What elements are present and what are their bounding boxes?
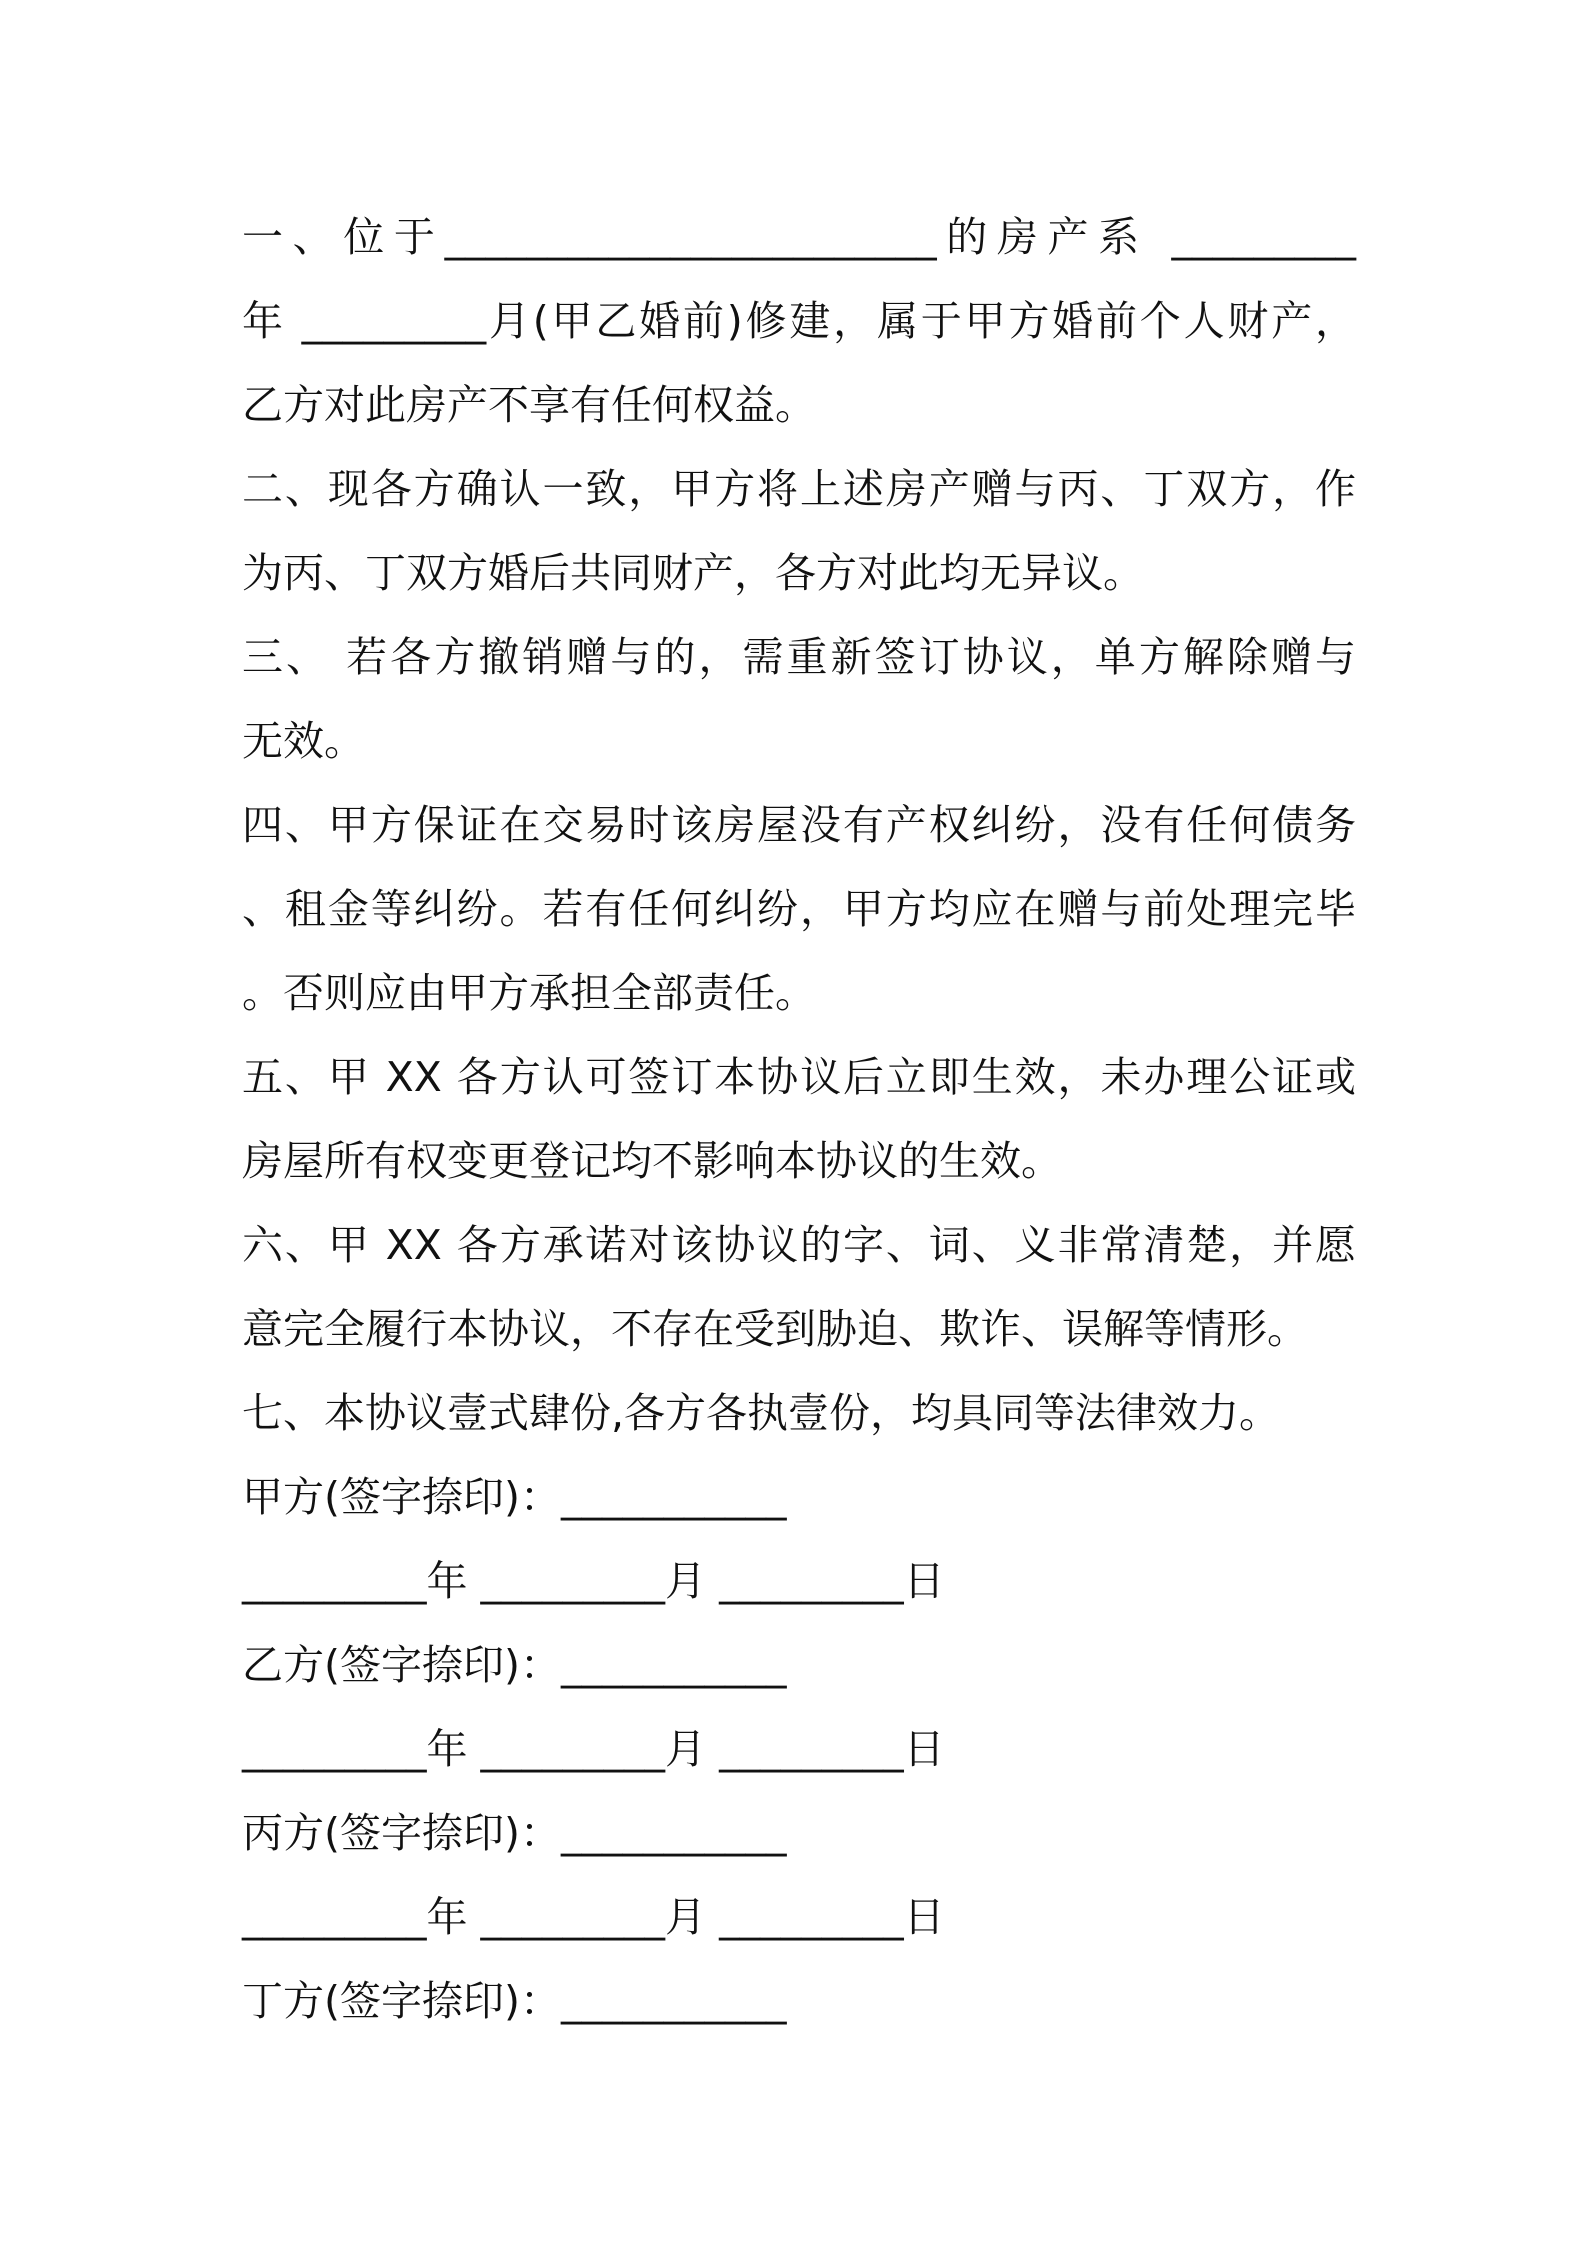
clause-line: 房屋所有权变更登记均不影响本协议的生效。 [242,1137,1062,1185]
clause-line: 意完全履行本协议，不存在受到胁迫、欺诈、误解等情形。 [242,1305,1308,1353]
signature-label: 甲方(签字捺印)：___________ [242,1473,787,1521]
clause-line: 六、甲 XX 各方承诺对该协议的字、词、义非常清楚，并愿 [242,1221,1356,1269]
clause-line: 为丙、丁双方婚后共同财产，各方对此均无异议。 [242,549,1144,597]
signature-label: 乙方(签字捺印)：___________ [242,1641,787,1689]
clause-line: 一、位于________________________的房产系 _________ [242,213,1356,261]
clause-line: 三、 若各方撤销赠与的，需重新签订协议，单方解除赠与 [242,633,1356,681]
signature-date: _________年 _________月 _________日 [242,1557,945,1605]
clause-line: 无效。 [242,717,365,765]
clause-line: 乙方对此房产不享有任何权益。 [242,381,816,429]
clause-line: 四、甲方保证在交易时该房屋没有产权纠纷，没有任何债务 [242,801,1356,849]
signature-label: 丁方(签字捺印)：___________ [242,1977,787,2025]
document-page [242,195,1356,2043]
signature-block-jia [242,1455,1356,1623]
signature-block-bing [242,1791,1356,1959]
signature-block-ding [242,1959,1356,2043]
signature-date: _________年 _________月 _________日 [242,1725,945,1773]
clause-line: 七、本协议壹式肆份,各方各执壹份，均具同等法律效力。 [242,1389,1281,1437]
clause-line: 二、现各方确认一致，甲方将上述房产赠与丙、丁双方，作 [242,465,1356,513]
clause-line: 。否则应由甲方承担全部责任。 [242,969,816,1017]
clause-line: 年 _________月(甲乙婚前)修建，属于甲方婚前个人财产， [242,297,1356,345]
clause-line: 、租金等纠纷。若有任何纠纷，甲方均应在赠与前处理完毕 [242,885,1356,933]
clause-line: 五、甲 XX 各方认可签订本协议后立即生效，未办理公证或 [242,1053,1356,1101]
signature-block-yi [242,1623,1356,1791]
signature-label: 丙方(签字捺印)：___________ [242,1809,787,1857]
signature-date: _________年 _________月 _________日 [242,1893,945,1941]
